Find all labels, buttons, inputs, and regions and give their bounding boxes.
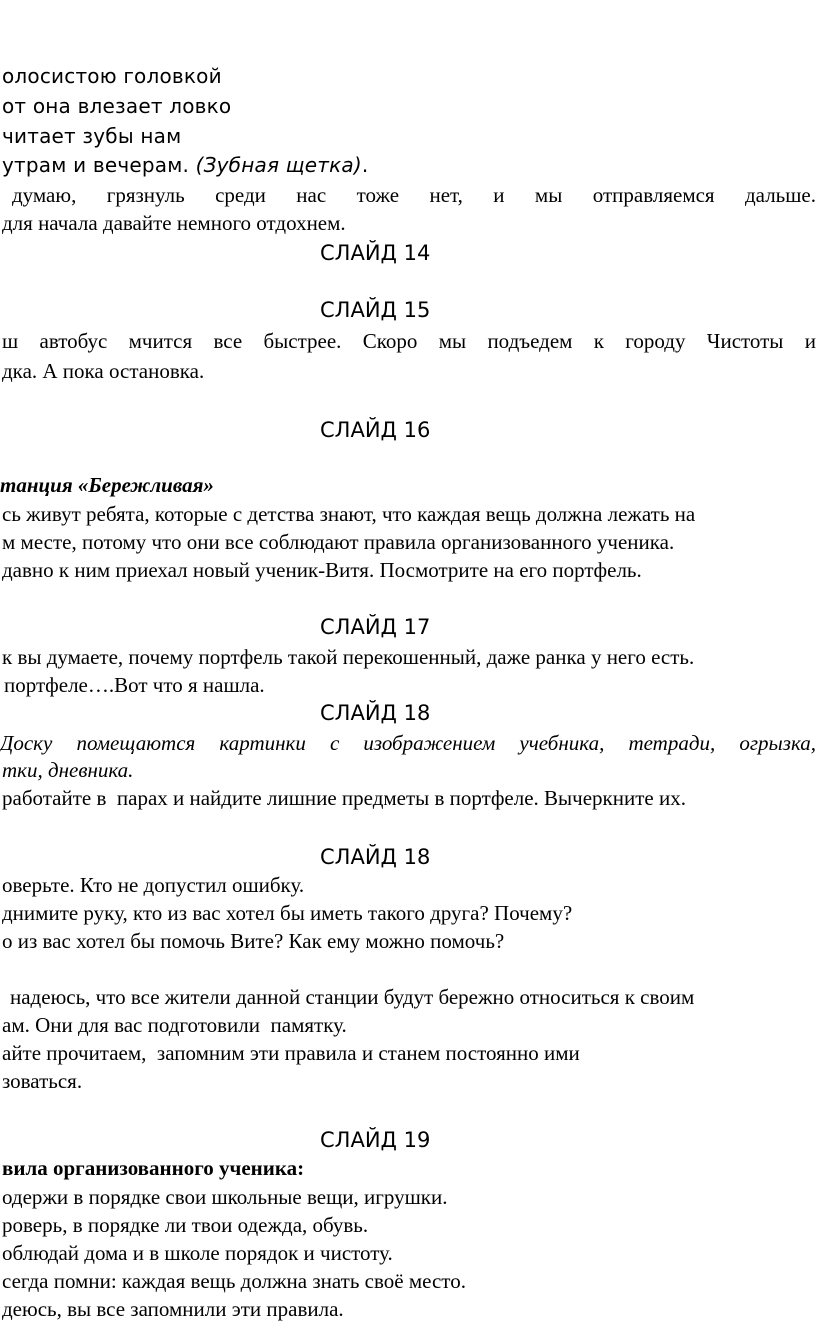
slide-18b-heading: СЛАЙД 18: [320, 845, 431, 869]
paragraph-7-line-2: днимите руку, кто из вас хотел бы иметь такого друга? Почему?: [2, 901, 573, 925]
paragraph-2-line-2: дка. А пока остановка.: [2, 359, 205, 383]
paragraph-8-line-2: ам. Они для вас подготовили памятку.: [2, 1013, 347, 1037]
slide-17-heading: СЛАЙД 17: [320, 615, 431, 639]
riddle-line-4-text: утрам и вечерам.: [2, 153, 190, 177]
paragraph-8-line-3: айте прочитаем, запомним эти правила и станем постоянно ими: [2, 1041, 580, 1065]
paragraph-3-line-2: м месте, потому что они все соблюдают правила организованного ученика.: [2, 530, 675, 554]
paragraph-3-line-3: давно к ним приехал новый ученик-Витя. Посмотрите на его портфель.: [2, 558, 642, 582]
slide-18a-heading: СЛАЙД 18: [320, 701, 431, 725]
paragraph-7-line-1: оверьте. Кто не допустил ошибку.: [2, 873, 305, 897]
paragraph-4-line-1: к вы думаете, почему портфель такой перекошенный, даже ранка у него есть.: [2, 645, 695, 669]
rules-title: вила организованного ученика:: [2, 1156, 305, 1180]
riddle-line-2: от она влезает ловко: [2, 94, 232, 118]
paragraph-1-line-2: для начала давайте немного отдохнем.: [2, 211, 346, 235]
rule-item: одержи в порядке свои школьные вещи, игрушки.: [2, 1185, 448, 1209]
paragraph-5-line-2: тки, дневника.: [2, 758, 134, 782]
paragraph-8-line-4: зоваться.: [2, 1069, 83, 1093]
paragraph-4-line-2: портфеле….Вот что я нашла.: [4, 673, 265, 697]
rule-item: облюдай дома и в школе порядок и чистоту.: [2, 1241, 393, 1265]
riddle-line-4-end: .: [361, 153, 369, 177]
riddle-line-4: [2, 155, 368, 175]
riddle-line-3: читает зубы нам: [2, 124, 182, 148]
station-title: танция «Бережливая»: [0, 473, 214, 497]
riddle-line-1: олосистою головкой: [2, 64, 222, 88]
rule-item: роверь, в порядке ли твои одежда, обувь.: [2, 1213, 369, 1237]
paragraph-2-line-1: ш автобус мчится все быстрее. Скоро мы подъедем к городу Чистоты и: [2, 329, 816, 353]
paragraph-5-line-1: Доску помещаются картинки с изображением учебника, тетради, огрызка,: [0, 731, 816, 755]
paragraph-6: работайте в парах и найдите лишние предметы в портфеле. Вычеркните их.: [2, 786, 686, 810]
slide-19-heading: СЛАЙД 19: [320, 1128, 431, 1152]
paragraph-1-line-1: думаю, грязнуль среди нас тоже нет, и мы отправляемся дальше.: [12, 183, 816, 207]
slide-14-heading: СЛАЙД 14: [320, 241, 431, 265]
slide-16-heading: СЛАЙД 16: [320, 418, 431, 442]
paragraph-8-line-1: надеюсь, что все жители данной станции будут бережно относиться к своим: [10, 985, 695, 1009]
rule-item: сегда помни: каждая вещь должна знать своё место.: [2, 1269, 466, 1293]
slide-15-heading: СЛАЙД 15: [320, 298, 431, 322]
paragraph-7-line-3: о из вас хотел бы помочь Вите? Как ему можно помочь?: [2, 929, 505, 953]
rules-closing: деюсь, вы все запомнили эти правила.: [2, 1297, 344, 1321]
paragraph-3-line-1: сь живут ребята, которые с детства знают, что каждая вещь должна лежать на: [2, 502, 696, 526]
riddle-answer: (Зубная щетка): [195, 153, 362, 177]
